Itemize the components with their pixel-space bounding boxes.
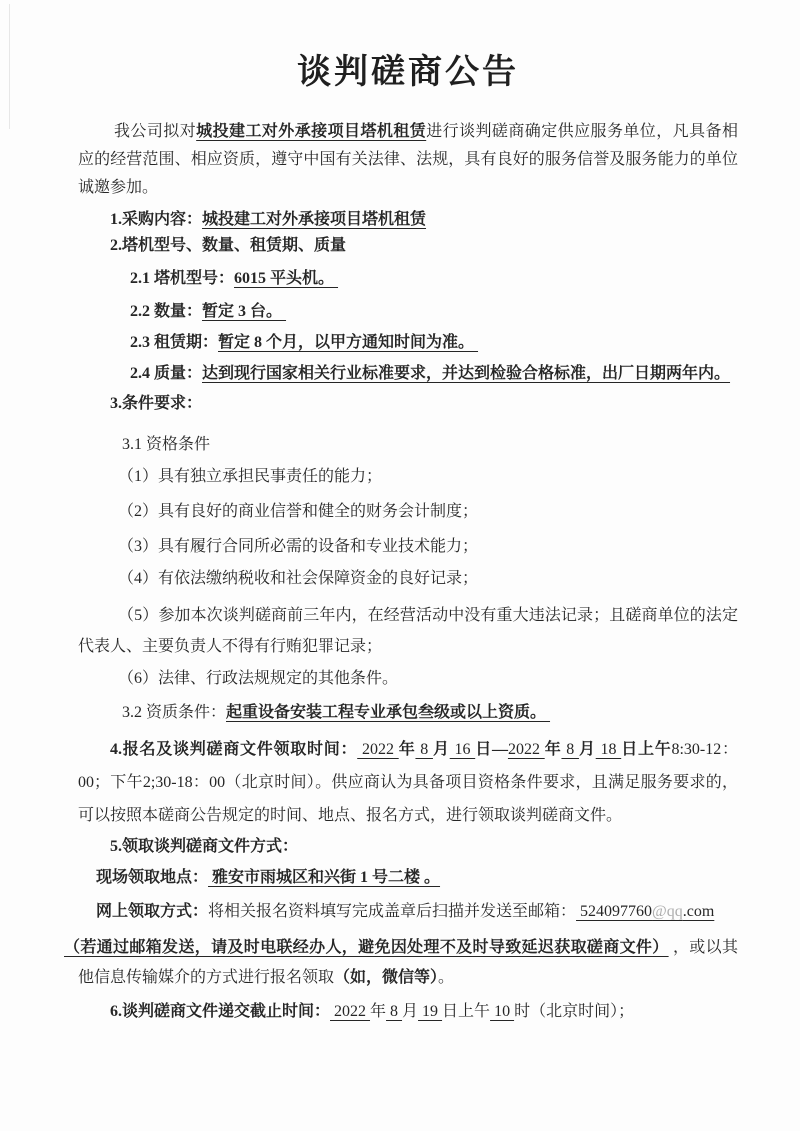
- date-month-2: 8: [561, 741, 579, 758]
- date-day-2: 18: [595, 741, 622, 758]
- aptitude-item: [78, 700, 738, 726]
- model-label: 2.1 塔机型号：: [130, 270, 235, 287]
- note-example: （如，微信等）: [334, 969, 439, 986]
- date-month-char-1: 月: [432, 741, 450, 758]
- deadline-day: 19: [418, 1003, 443, 1020]
- quantity-value: 暂定 3 台。: [202, 303, 287, 320]
- purchase-label: 1.采购内容：: [110, 211, 203, 228]
- note-period: 。: [438, 969, 455, 986]
- date-month-1: 8: [415, 741, 433, 758]
- purchase-value: 城投建工对外承接项目塔机租赁: [202, 211, 427, 228]
- email-domain-part: .com: [682, 903, 715, 920]
- lease-term-label: 2.3 租赁期：: [130, 334, 219, 351]
- quality-item: [78, 361, 738, 387]
- online-pickup-item: [78, 899, 738, 925]
- purchase-item: [78, 207, 738, 233]
- condition-item-4: （4）有依法缴纳税收和社会保障资金的良好记录；: [118, 570, 479, 587]
- deadline-day-char: 日上午: [442, 1003, 491, 1020]
- email-at-part: @qq: [652, 903, 683, 920]
- spec-heading: 2.塔机型号、数量、租赁期、质量: [110, 237, 347, 254]
- onsite-pickup-item: [78, 865, 738, 891]
- quantity-item: [78, 299, 738, 325]
- page-title: 谈判磋商公告: [297, 54, 519, 91]
- condition-item-5: （5）参加本次谈判磋商前三年内，在经营活动中没有重大违法记录；且磋商单位的法定代表人、主要负责人不得有行贿犯罪记录；: [78, 607, 738, 655]
- onsite-pickup-address: 雅安市雨城区和兴街 1 号二楼 。: [208, 869, 441, 886]
- collection-time-item: [78, 733, 738, 832]
- intro-project-name: 城投建工对外承接项目塔机租赁: [196, 123, 427, 140]
- model-item: [78, 266, 738, 292]
- intro-lead: 我公司拟对: [114, 123, 197, 140]
- collection-time-label: 4.报名及谈判磋商文件领取时间：: [110, 741, 358, 758]
- intro-paragraph: [78, 118, 738, 202]
- deadline-year: 2022: [330, 1003, 371, 1020]
- scan-artifact-line: [9, 4, 10, 129]
- deadline-hour: 10: [490, 1003, 515, 1020]
- online-pickup-desc: 将相关报名资料填写完成盖章后扫描并发送至邮箱：: [208, 903, 577, 920]
- deadline-month: 8: [386, 1003, 403, 1020]
- date-year-char-2: 年: [544, 741, 562, 758]
- quantity-label: 2.2 数量：: [130, 303, 203, 320]
- online-pickup-label: 网上领取方式：: [96, 903, 209, 920]
- date-day-char-2: 日上午: [621, 741, 672, 758]
- date-year-1: 2022: [357, 741, 399, 758]
- date-month-char-2: 月: [578, 741, 596, 758]
- note-mid: ，或以其他信息传输媒介的方式进行报名领取: [78, 939, 738, 986]
- lease-term-value: 暂定 8 个月，以甲方通知时间为准。: [218, 334, 479, 351]
- deadline-year-char: 年: [370, 1003, 387, 1020]
- condition-item-3: （3）具有履行合同所必需的设备和专业技术能力；: [118, 538, 479, 555]
- qualification-heading: 3.1 资格条件: [122, 436, 211, 453]
- deadline-item: [78, 999, 738, 1025]
- intro-rest: 进行谈判磋商确定供应服务单位，凡具备相应的经营范围、相应资质，遵守中国有关法律、法规，具有良好的服务信誉及服务能力的单位诚邀参加。: [78, 123, 738, 196]
- date-day-1: 16: [449, 741, 476, 758]
- condition-item-6: （6）法律、行政法规规定的其他条件。: [118, 670, 399, 687]
- onsite-pickup-label: 现场领取地点：: [96, 869, 209, 886]
- date-year-2: 2022: [507, 741, 545, 758]
- condition-item-2: （2）具有良好的商业信誉和健全的财务会计制度；: [118, 503, 479, 520]
- deadline-tail: 时（北京时间）；: [514, 1003, 635, 1020]
- model-value: 6015 平头机。: [234, 270, 339, 287]
- note-paragraph: [64, 933, 738, 993]
- method-heading: 5.领取谈判磋商文件方式：: [110, 838, 299, 855]
- quality-value: 达到现行国家相关行业标准要求，并达到检验合格标准，出厂日期两年内。: [202, 365, 731, 382]
- email-address: [576, 903, 714, 920]
- deadline-month-char: 月: [402, 1003, 419, 1020]
- aptitude-value: 起重设备安装工程专业承包叁级或以上资质。: [226, 704, 551, 721]
- collection-time-rest: 8:30-12：00；下午2;30-18：00（北京时间）。供应商认为具备项目资格条件要求，且满足服务要求的，可以按照本磋商公告规定的时间、地点、报名方式，进行领取谈判磋商文件。: [78, 741, 738, 824]
- aptitude-label: 3.2 资质条件：: [122, 704, 227, 721]
- condition-item-1: （1）具有独立承担民事责任的能力；: [118, 468, 383, 485]
- lease-term-item: [78, 330, 738, 356]
- deadline-label: 6.谈判磋商文件递交截止时间：: [110, 1003, 331, 1020]
- quality-label: 2.4 质量：: [130, 365, 203, 382]
- date-year-char-1: 年: [398, 741, 416, 758]
- requirements-heading: 3.条件要求：: [110, 395, 203, 412]
- email-user-part: 524097760: [576, 903, 653, 920]
- date-day-char-1: 日—: [475, 741, 508, 758]
- note-warning: （若通过邮箱发送，请及时电联经办人，避免因处理不及时导致延迟获取磋商文件）: [64, 939, 669, 956]
